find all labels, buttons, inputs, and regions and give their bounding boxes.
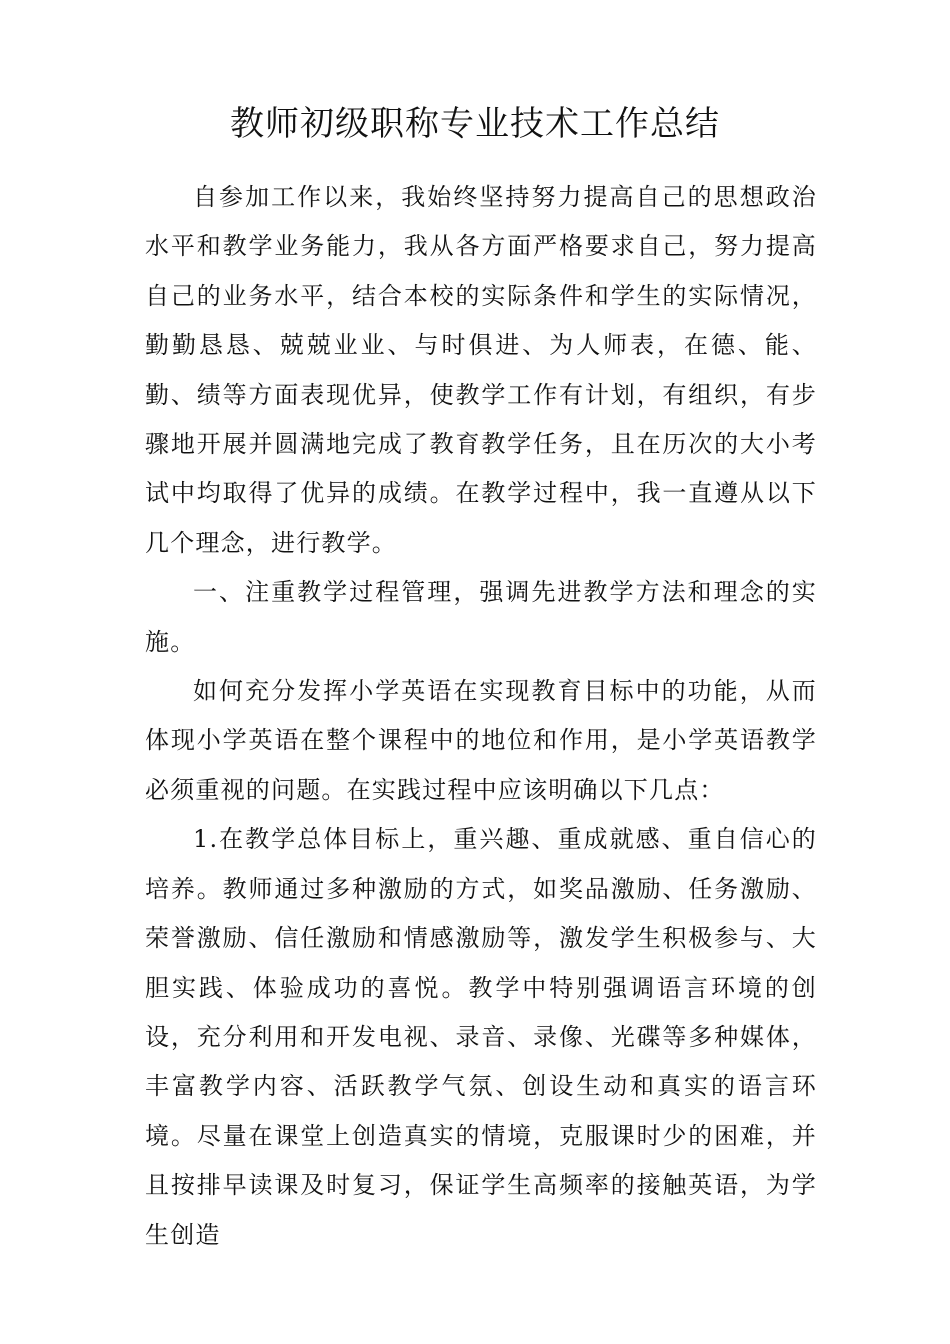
document-body (145, 173, 817, 1260)
paragraph-question: 如何充分发挥小学英语在实现教育目标中的功能，从而体现小学英语在整个课程中的地位和作用，是小学英语教学必须重视的问题。在实践过程中应该明确以下几点： (145, 677, 817, 804)
document-title: 教师初级职称专业技术工作总结 (230, 104, 720, 144)
paragraph-intro: 自参加工作以来，我始终坚持努力提高自己的思想政治水平和教学业务能力，我从各方面严格要求自己，努力提高自己的业务水平，结合本校的实际条件和学生的实际情况，勤勤恳恳、兢兢业业、与时俱进、为人师表，在德、能、勤、绩等方面表现优异，使教学工作有计划，有组织，有步骤地开展并圆满地完成了教育教学任务，且在历次的大小考试中均取得了优异的成绩。在教学过程中，我一直遵从以下几个理念，进行教学。 (145, 183, 817, 557)
paragraph-heading-one: 一、注重教学过程管理，强调先进教学方法和理念的实施。 (145, 578, 817, 656)
paragraph-point-one: 1.在教学总体目标上，重兴趣、重成就感、重自信心的培养。教师通过多种激励的方式，如奖品激励、任务激励、荣誉激励、信任激励和情感激励等，激发学生积极参与、大胆实践、体验成功的喜悦。教学中特别强调语言环境的创设，充分利用和开发电视、录音、录像、光碟等多种媒体，丰富教学内容、活跃教学气氛、创设生动和真实的语言环境。尽量在课堂上创造真实的情境，克服课时少的困难，并且按排早读课及时复习，保证学生高频率的接触英语，为学生创造 (145, 825, 817, 1249)
